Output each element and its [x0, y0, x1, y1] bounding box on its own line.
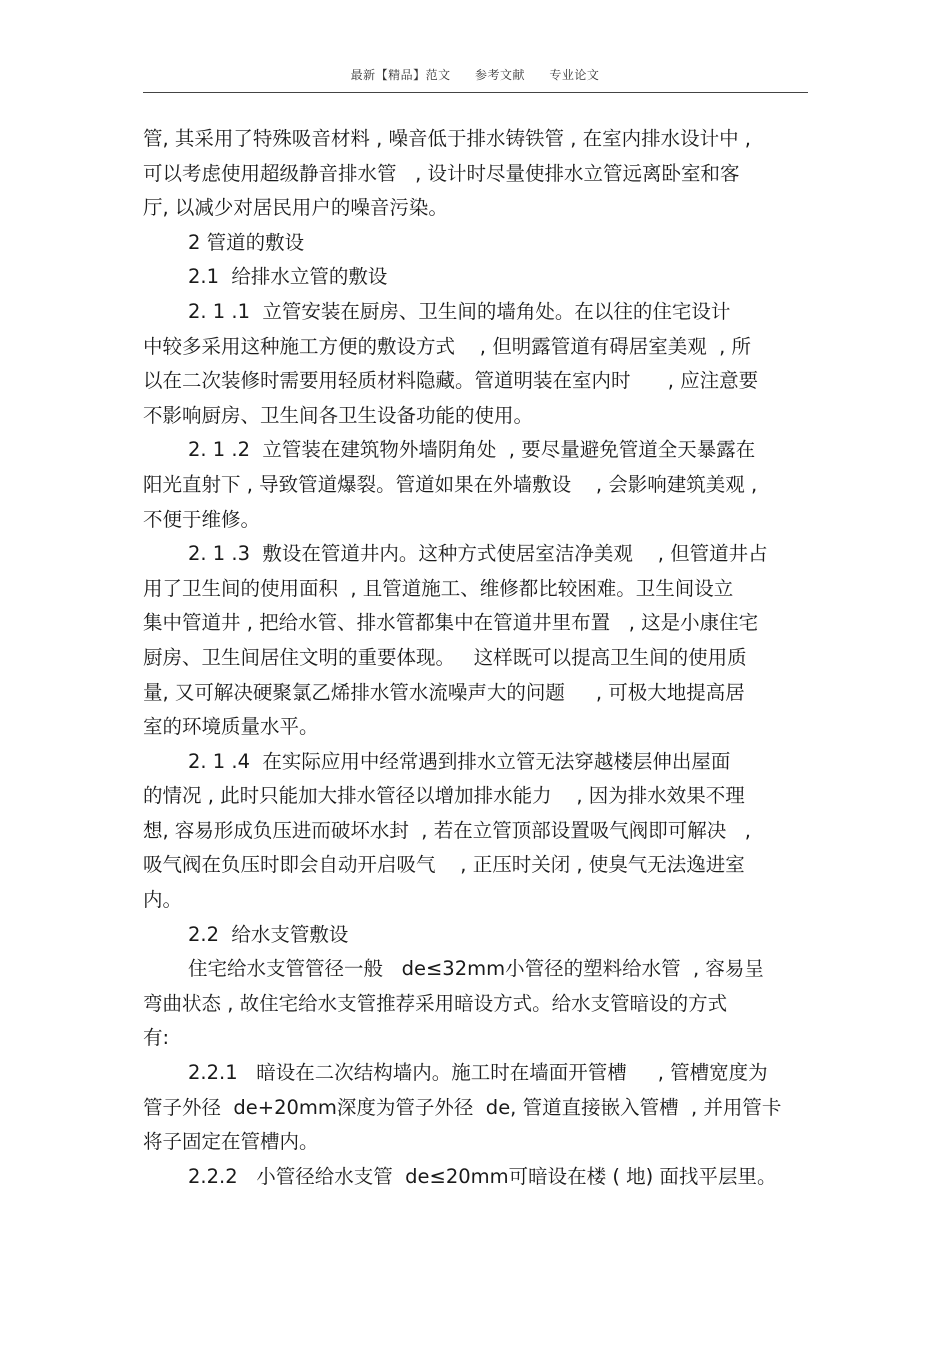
text-line: 住宅给水支管管径一般 de≤32mm小管径的塑料给水管 , 容易呈 [188, 957, 764, 981]
text-line: 的情况 , 此时只能加大排水管径以增加排水能力 , 因为排水效果不理 [143, 784, 745, 808]
text-line: 2. 1 .4 在实际应用中经常遇到排水立管无法穿越楼层伸出屋面 [188, 749, 731, 773]
text-line: 可以考虑使用超级静音排水管 , 设计时尽量使排水立管远离卧室和客 [143, 161, 740, 185]
text-line: 2.2.1 暗设在二次结构墙内。施工时在墙面开管槽 , 管槽宽度为 [188, 1061, 768, 1085]
text-line: 将子固定在管槽内。 [143, 1130, 319, 1154]
header-item-2: 参考文献 [474, 68, 525, 82]
text-line: 厨房、卫生间居住文明的重要体现。 这样既可以提高卫生间的使用质 [143, 645, 747, 669]
text-line: 不便于维修。 [143, 507, 261, 531]
header-item-1: 最新【精品】范文 [350, 68, 451, 82]
text-line: 量, 又可解决硬聚氯乙烯排水管水流噪声大的问题 , 可极大地提高居 [143, 680, 745, 704]
text-line: 以在二次装修时需要用轻质材料隐藏。管道明装在室内时 , 应注意要 [143, 369, 759, 393]
text-line: 有: [143, 1026, 170, 1050]
text-line: 不影响厨房、卫生间各卫生设备功能的使用。 [143, 403, 534, 427]
page-header [0, 66, 950, 83]
text-line: 中较多采用这种施工方便的敷设方式 , 但明露管道有碍居室美观 , 所 [143, 334, 751, 358]
text-line: 2. 1 .3 敷设在管道井内。这种方式使居室洁净美观 , 但管道井占 [188, 542, 768, 566]
text-line: 室的环境质量水平。 [143, 715, 319, 739]
document-body [143, 122, 813, 1194]
text-line: 2.2.2 小管径给水支管 de≤20mm可暗设在楼 ( 地) 面找平层里。 [188, 1164, 777, 1188]
text-line: 阳光直射下 , 导致管道爆裂。管道如果在外墙敷设 , 会影响建筑美观 , [143, 472, 758, 496]
text-line: 吸气阀在负压时即会自动开启吸气 , 正压时关闭 , 使臭气无法逸进室 [143, 853, 745, 877]
text-line: 管, 其采用了特殊吸音材料 , 噪音低于排水铸铁管 , 在室内排水设计中 , [143, 127, 751, 150]
text-line: 内。 [143, 888, 183, 912]
text-line: 弯曲状态 , 故住宅给水支管推荐采用暗设方式。给水支管暗设的方式 [143, 991, 728, 1015]
text-line: 2.1 给排水立管的敷设 [188, 265, 388, 289]
text-line: 想, 容易形成负压进而破坏水封 , 若在立管顶部设置吸气阀即可解决 , [143, 818, 751, 842]
text-line: 2 管道的敷设 [188, 230, 305, 254]
text-line: 用了卫生间的使用面积 , 且管道施工、维修都比较困难。卫生间设立 [143, 576, 734, 600]
text-line: 2. 1 .1 立管安装在厨房、卫生间的墙角处。在以往的住宅设计 [188, 299, 731, 323]
header-divider [143, 92, 808, 93]
text-line: 厅, 以减少对居民用户的噪音污染。 [143, 196, 448, 220]
text-line: 集中管道井 , 把给水管、排水管都集中在管道井里布置 , 这是小康住宅 [143, 611, 759, 635]
text-line: 2. 1 .2 立管装在建筑物外墙阴角处 , 要尽量避免管道全天暴露在 [188, 438, 756, 462]
text-line: 2.2 给水支管敷设 [188, 922, 349, 946]
header-item-3: 专业论文 [549, 68, 600, 82]
text-line: 管子外径 de+20mm深度为管子外径 de, 管道直接嵌入管槽 , 并用管卡 [143, 1095, 782, 1119]
